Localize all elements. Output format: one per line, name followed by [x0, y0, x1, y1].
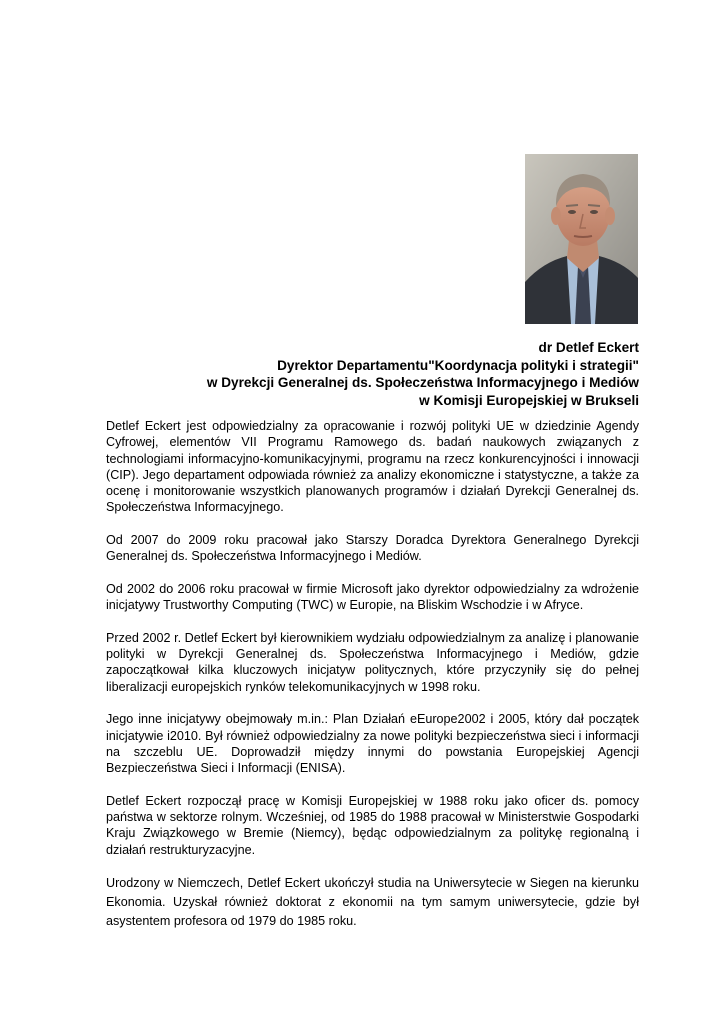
position-title: Dyrektor Departamentu"Koordynacja polityki i strategii"	[277, 357, 639, 373]
bio-paragraph-education: Urodzony w Niemczech, Detlef Eckert ukończył studia na Uniwersytecie w Siegen na kierunku Ekonomia. Uzyskał również doktorat z ekonomii na tym samym uniwersytecie, gdzie był asystentem profesora od 1979 do 1985 roku.	[106, 876, 639, 929]
person-heading	[106, 339, 639, 409]
bio-paragraph-initiatives: Jego inne inicjatywy obejmowały m.in.: Plan Działań eEurope2002 i 2005, który dał początek inicjatywie i2010. Był również odpowiedzialny za nowe polityki bezpieczeństwa sieci i informacji na szczeblu UE. Doprowadził między innymi do powstania Europejskiej Agencji Bezpieczeństwa Sieci i Informacji (ENISA).	[106, 712, 639, 776]
portrait-photo	[525, 154, 638, 324]
bio-paragraph-microsoft: Od 2002 do 2006 roku pracował w firmie Microsoft jako dyrektor odpowiedzialny za wdrożenie inicjatywy Trustworthy Computing (TWC) w Europie, na Bliskim Wschodzie i w Afryce.	[106, 581, 639, 613]
bio-paragraph-responsibilities: Detlef Eckert jest odpowiedzialny za opracowanie i rozwój polityki UE w dziedzinie Agendy Cyfrowej, elementów VII Programu Ramowego ds. badań naukowych związanych z technologiami informacyjno-komunikacyjnymi, programu na rzecz konkurencyjności i innowacji (CIP). Jego departament odpowiada również za analizy ekonomiczne i statystyczne, a także za ocenę i monitorowanie wszystkich planowanych programów i działań Dyrekcji Generalnej ds. Społeczeństwa Informacyjnego.	[106, 419, 639, 515]
bio-paragraph-before-2002: Przed 2002 r. Detlef Eckert był kierownikiem wydziału odpowiedzialnym za analizę i planowanie polityki w Dyrekcji Generalnej ds. Społeczeństwa Informacyjnego i Mediów, gdzie zapoczątkował kilka kluczowych inicjatyw politycznych, które przyczyniły się do pełnej liberalizacji europejskich rynków telekomunikacyjnych w 1998 roku.	[106, 630, 639, 694]
bio-paragraph-senior-advisor: Od 2007 do 2009 roku pracował jako Starszy Doradca Dyrektora Generalnego Dyrekcji Generalnej ds. Społeczeństwa Informacyjnego i Mediów.	[106, 533, 639, 564]
directorate-title: w Dyrekcji Generalnej ds. Społeczeństwa Informacyjnego i Mediów	[206, 375, 639, 391]
biography-text	[106, 418, 639, 931]
portrait-image	[525, 154, 638, 324]
person-name: dr Detlef Eckert	[538, 340, 639, 355]
institution-title: w Komisji Europejskiej w Brukseli	[419, 392, 639, 408]
bio-paragraph-career-start: Detlef Eckert rozpoczął pracę w Komisji Europejskiej w 1988 roku jako oficer ds. pomocy państwa w sektorze rolnym. Wcześniej, od 1985 do 1988 pracował w Ministerstwie Gospodarki Kraju Związkowego w Bremie (Niemcy), będąc odpowiedzialnym za politykę regionalną i działań restrukturyzacyjne.	[106, 793, 639, 857]
